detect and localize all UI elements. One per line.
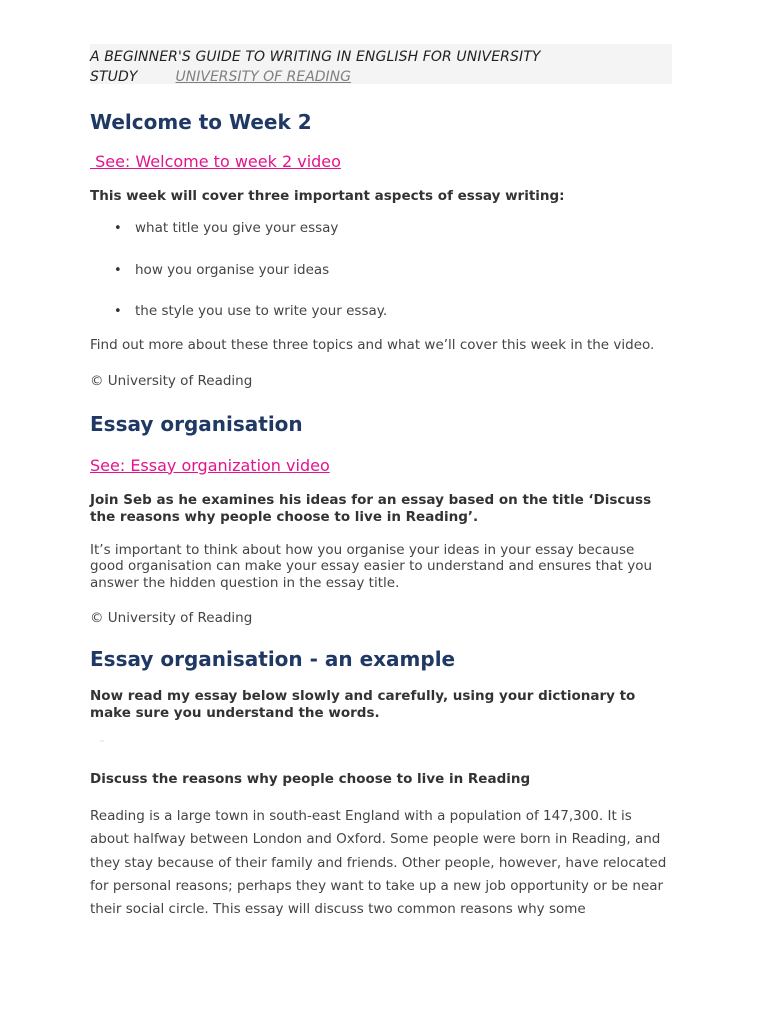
list-item-text: how you organise your ideas	[135, 261, 330, 278]
essay-paragraph: Reading is a large town in south-east England with a population of 147,300. It is about halfway between London and Oxford. Some people were born in Reading, and they stay because of their family and friends. Other people, however, have relocated for personal reasons; perhaps they want to take up a new job opportunity or be near their social circle. This essay will discuss two common reasons why some	[90, 808, 667, 918]
document-header	[90, 44, 672, 84]
bullet-icon: •	[114, 221, 122, 236]
bullet-icon: •	[114, 262, 122, 278]
example-lead: Now read my essay below slowly and carefully, using your dictionary to make sure you understand the words.	[90, 688, 636, 721]
guide-title: A BEGINNER'S GUIDE TO WRITING IN ENGLISH FOR UNIVERSITY STUDY	[90, 49, 541, 85]
week2-follow-up: Find out more about these three topics and what we’ll cover this week in the video.	[90, 337, 655, 353]
week2-copyright: © University of Reading	[90, 372, 253, 389]
organisation-video-link[interactable]: See: Essay organization video	[90, 455, 330, 475]
essay-title: Discuss the reasons why people choose to live in Reading	[90, 771, 531, 787]
list-item-text: the style you use to write your essay.	[135, 303, 388, 319]
organisation-copyright: © University of Reading	[90, 610, 253, 626]
document-page	[90, 44, 672, 921]
week2-heading: Welcome to Week 2	[90, 110, 312, 134]
list-item	[90, 303, 672, 320]
week2-video-link[interactable]: See: Welcome to week 2 video	[90, 152, 341, 171]
list-item	[90, 262, 672, 279]
list-item-text: what title you give your essay	[135, 220, 339, 236]
topics-list	[90, 220, 672, 320]
organisation-body: It’s important to think about how you organise your ideas in your essay because good organisation can make your essay easier to understand and ensures that you answer the hidden question in the essay title.	[90, 541, 653, 591]
week2-intro: This week will cover three important aspects of essay writing:	[90, 188, 565, 204]
organisation-lead: Join Seb as he examines his ideas for an essay based on the title ‘Discuss the reasons why people choose to live in Reading’.	[90, 491, 652, 525]
organisation-heading: Essay organisation	[90, 411, 303, 436]
bullet-icon: •	[114, 304, 122, 319]
university-link[interactable]: UNIVERSITY OF READING	[175, 69, 352, 85]
example-heading: Essay organisation - an example	[90, 647, 456, 671]
list-item	[90, 220, 672, 237]
